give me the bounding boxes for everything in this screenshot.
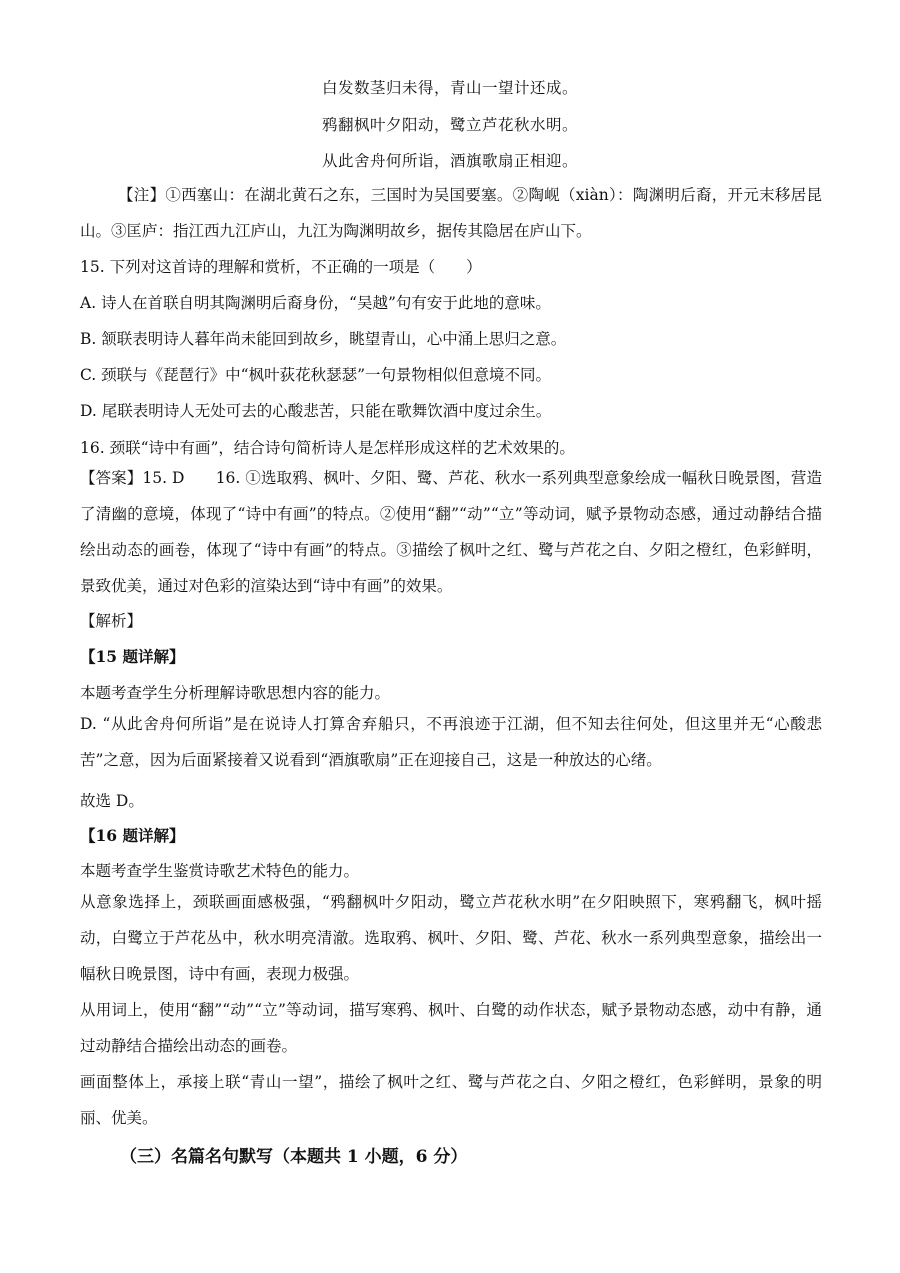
- detail-15-title: 【15 题详解】: [80, 647, 185, 666]
- detail-16-paragraph-1: 从意象选择上，颈联画面感极强，“鸦翻枫叶夕阳动，鹭立芦花秋水明”在夕阳映照下，寒鸦翻飞，枫叶摇动，白鹭立于芦花丛中，秋水明亮清澈。选取鸦、枫叶、夕阳、鹭、芦花、秋水一系列典型意象，描绘出一幅秋日晚景图，诗中有画，表现力极强。: [80, 893, 822, 983]
- detail-16-intro: 本题考查学生鉴赏诗歌艺术特色的能力。: [80, 862, 360, 880]
- option-a: A. 诗人在首联自明其陶渊明后裔身份，“吴越”句有安于此地的意味。: [80, 294, 551, 312]
- annotation-note: 【注】①西塞山：在湖北黄石之东，三国时为吴国要塞。②陶岘（xiàn）：陶渊明后裔，开元末移居昆山。③匡庐：指江西九江庐山，九江为陶渊明故乡，据传其隐居在庐山下。: [80, 186, 822, 240]
- poem-line-3: 从此舍舟何所诣，酒旗歌扇正相迎。: [321, 152, 578, 170]
- analysis-label: 【解析】: [80, 612, 143, 630]
- detail-16-paragraph-3: 画面整体上，承接上联“青山一望”，描绘了枫叶之红、鹭与芦花之白、夕阳之橙红，色彩鲜明，景象的明丽、优美。: [80, 1073, 822, 1127]
- poem-line-1: 白发数茎归未得，青山一望计还成。: [321, 79, 578, 97]
- option-d: D. 尾联表明诗人无处可去的心酸悲苦，只能在歌舞饮酒中度过余生。: [80, 402, 552, 420]
- detail-15-intro: 本题考查学生分析理解诗歌思想内容的能力。: [80, 684, 391, 702]
- option-b: B. 颔联表明诗人暮年尚未能回到故乡，眺望青山，心中涌上思归之意。: [80, 330, 567, 348]
- detail-15-choice: 故选 D。: [80, 792, 144, 810]
- detail-15-body: D. “从此舍舟何所诣”是在说诗人打算舍弃船只，不再浪迹于江湖，但不知去往何处，但这里并无“心酸悲苦”之意，因为后面紧接着又说看到“酒旗歌扇”正在迎接自己，这是一种放达的心绪。: [80, 715, 822, 769]
- option-c: C. 颈联与《琵琶行》中“枫叶荻花秋瑟瑟”一句景物相似但意境不同。: [80, 366, 552, 384]
- detail-16-title: 【16 题详解】: [80, 826, 185, 845]
- poem-line-2: 鸦翻枫叶夕阳动，鹭立芦花秋水明。: [321, 116, 578, 134]
- answer-block: 【答案】15. D 16. ①选取鸦、枫叶、夕阳、鹭、芦花、秋水一系列典型意象绘成一幅秋日晚景图，营造了清幽的意境，体现了“诗中有画”的特点。②使用“翻”“动”“立”等动词，赋予景物动态感，通过动静结合描绘出动态的画卷，体现了“诗中有画”的特点。③描绘了枫叶之红、鹭与芦花之白、夕阳之橙红，色彩鲜明，景致优美，通过对色彩的渲染达到“诗中有画”的效果。: [80, 469, 822, 595]
- question-15-stem: 15. 下列对这首诗的理解和赏析，不正确的一项是（ ）: [80, 258, 482, 276]
- question-16-stem: 16. 颈联“诗中有画”，结合诗句简析诗人是怎样形成这样的艺术效果的。: [80, 439, 575, 457]
- section-3-heading: （三）名篇名句默写（本题共 1 小题，6 分）: [120, 1147, 468, 1167]
- detail-16-paragraph-2: 从用词上，使用“翻”“动”“立”等动词，描写寒鸦、枫叶、白鹭的动作状态，赋予景物动态感，动中有静，通过动静结合描绘出动态的画卷。: [80, 1001, 822, 1055]
